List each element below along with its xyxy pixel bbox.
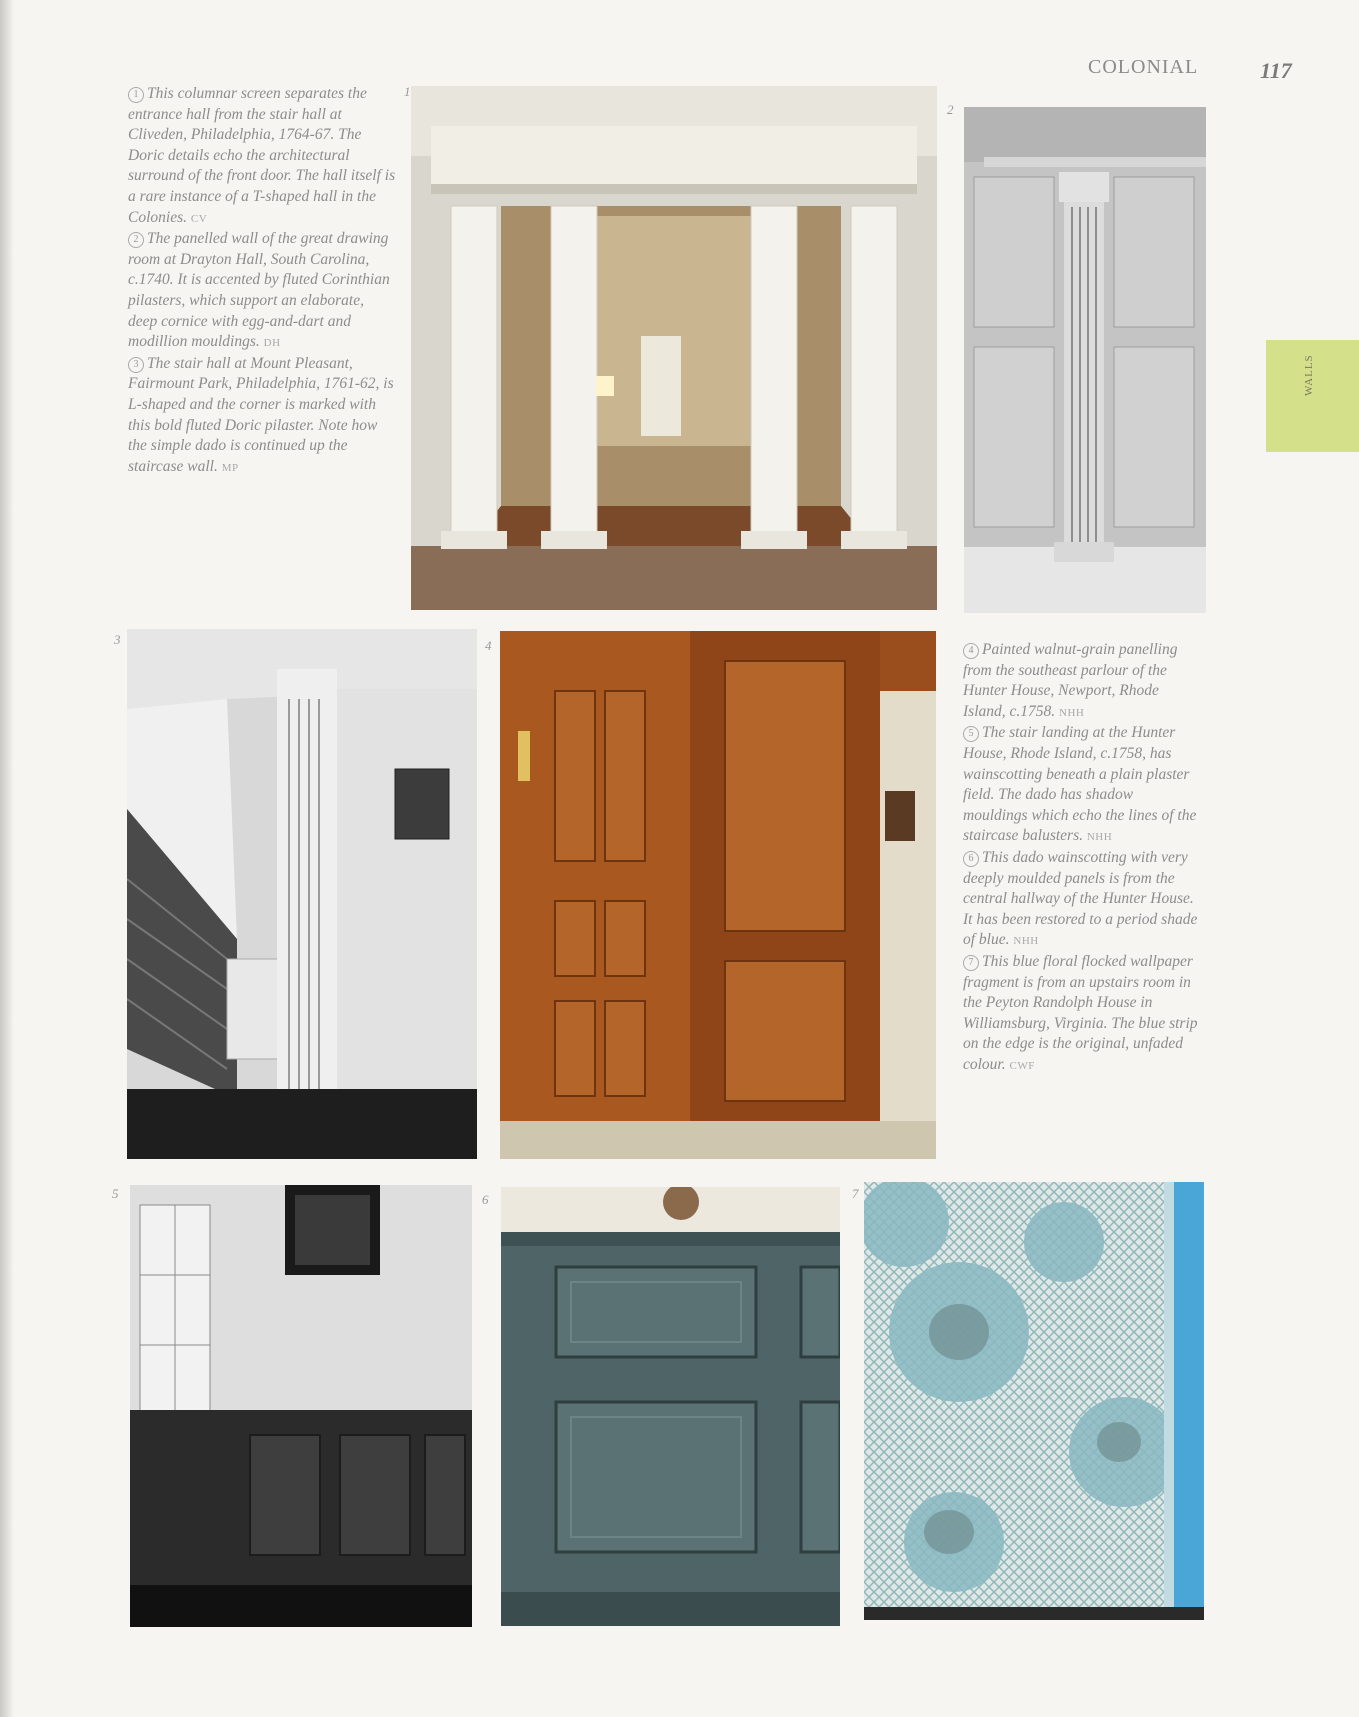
caption-credit: NHH (1059, 706, 1085, 719)
figure-number-2: 2 (947, 102, 954, 117)
figure-number-6: 6 (482, 1192, 489, 1207)
photo-stair-landing (130, 1185, 472, 1627)
photo-walnut-panelling (500, 631, 936, 1159)
section-tab (1266, 340, 1359, 452)
caption-text: The stair hall at Mount Pleasant, Fairmount Park, Philadelphia, 1761-62, is L-shaped and the corner is marked with this bold fluted Doric pilaster. Note how the simple dado is continued up the staircase wall. (128, 354, 394, 475)
figure-number-3: 3 (114, 632, 121, 647)
caption-number: 1 (128, 87, 144, 103)
figure-number-4: 4 (485, 638, 492, 653)
caption-column-right (963, 640, 1201, 1076)
figure-number-7: 7 (852, 1186, 859, 1201)
caption-text: This columnar screen separates the entrance hall from the stair hall at Cliveden, Philadelphia, 1764-67. The Doric details echo the architectural surround of the front door. The hall itself is a rare instance of a T-shaped hall in the Colonies. (128, 85, 396, 226)
caption-4 (963, 640, 1201, 723)
caption-credit: CWF (1009, 1059, 1035, 1072)
caption-number: 2 (128, 232, 144, 248)
caption-7 (963, 952, 1201, 1077)
caption-number: 7 (963, 955, 979, 971)
caption-text: This blue floral flocked wallpaper fragment is from an upstairs room in the Peyton Randolph House in Williamsburg, Virginia. The blue strip on the edge is the original, unfaded colour. (963, 952, 1198, 1073)
caption-credit: MP (221, 461, 239, 474)
caption-1 (128, 84, 396, 229)
caption-column-left (128, 84, 396, 478)
caption-number: 6 (963, 851, 979, 867)
caption-credit: NHH (1086, 831, 1113, 844)
page-number: 117 (1260, 58, 1292, 83)
caption-number: 3 (128, 357, 144, 373)
caption-text: The panelled wall of the great drawing room at Drayton Hall, South Carolina, c.1740. It is accented by fluted Corinthian pilasters, which support an elaborate, deep cornice with egg-and-dart and modillion mouldings. (128, 230, 390, 351)
section-tab-label: WALLS (1303, 354, 1315, 396)
caption-6 (963, 848, 1201, 952)
caption-text: Painted walnut-grain panelling from the southeast parlour of the Hunter House, Newport, Rhode Island, c.1758. (963, 641, 1178, 720)
caption-text: The stair landing at the Hunter House, Rhode Island, c.1758, has wainscotting beneath a plain plaster field. The dado has shadow mouldings which echo the lines of the staircase balusters. (963, 724, 1197, 845)
figure-number-5: 5 (112, 1186, 119, 1201)
photo-columnar-screen (411, 86, 937, 610)
photo-floral-wallpaper (864, 1182, 1204, 1620)
caption-credit: DH (263, 337, 281, 350)
photo-stair-hall (127, 629, 477, 1159)
photo-panelled-wall (964, 107, 1206, 613)
caption-number: 4 (963, 643, 979, 659)
caption-credit: CV (190, 212, 208, 225)
caption-credit: NHH (1013, 935, 1039, 948)
caption-5 (963, 723, 1201, 848)
photo-blue-wainscot (501, 1187, 840, 1626)
page-gutter-shadow (0, 0, 14, 1717)
running-head: COLONIAL (1088, 56, 1199, 78)
caption-2 (128, 229, 396, 354)
figure-number-1: 1 (404, 84, 411, 99)
caption-text: This dado wainscotting with very deeply moulded panels is from the central hallway of the Hunter House. It has been restored to a period shade of blue. (963, 848, 1198, 949)
caption-3 (128, 354, 396, 479)
caption-number: 5 (963, 726, 979, 742)
